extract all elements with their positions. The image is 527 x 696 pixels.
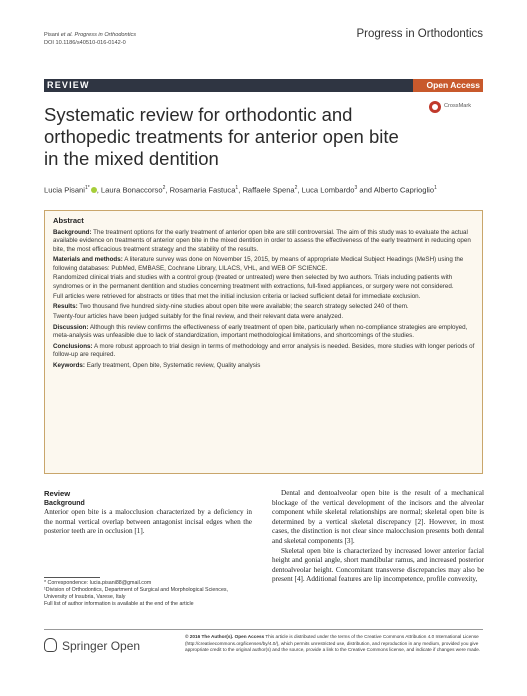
orcid-icon[interactable] [91, 187, 97, 193]
publisher-name: Springer Open [62, 639, 141, 653]
crossmark-label: CrossMark [444, 103, 472, 109]
author-name[interactable]: Lucia Pisani [44, 185, 85, 195]
section-text: The treatment options for the early treatment of anterior open bite are still controversial. The aim of this study was to evaluate the actual available evidence on treatments of anterior open bite in the mixed dentition in order to assess the effectiveness of the early treatment in reducing open bite, the most efficacious treatment strategy and the stability of the results. [53, 229, 471, 253]
license-heading: © 2016 The Author(s). Open Access [185, 634, 265, 639]
abstract-background [53, 229, 476, 254]
section-text: Early treatment, Open bite, Systematic review, Quality analysis [84, 362, 261, 370]
section-text: Although this review confirms the effectiveness of early treatment of open bite, particularly when no-compliance strategies are employed, meta-analysis was unfeasible due to lack of standardization, important methodological limitations, and shortcomings of the studies. [53, 323, 468, 340]
footnote [44, 580, 249, 608]
article-title: Systematic review for orthodontic and orthopedic treatments for anterior open bite in the mixed dentition [44, 104, 399, 169]
doi[interactable]: DOI 10.1186/s40510-016-0142-0 [44, 40, 126, 46]
crossmark-button[interactable] [429, 101, 485, 115]
author-affiliation-marker: 1* [84, 185, 90, 191]
body-paragraph: Dental and dentoalveolar open bite is the result of a mechanical blockage of the vertical development of the incisors and the alveolar component while skeletal relationships are normal; skeletal open bite is determined by a vertical skeletal discrepancy [2]. However, in most cases, the distinction is not clear since malocclusion presents both dental and skeletal components [3]. [272, 489, 484, 545]
abstract-methods [53, 256, 476, 273]
footer-divider [44, 629, 483, 630]
license-body: This article is distributed under the terms of the Creative Commons Attribution 4.0 International License (http://creativecommons.org/licenses/by/4.0/), which permits unrestricted use, distribution, and reproduction in any medium, provided you give appropriate credit to the original author(s) and the source, provide a link to the Creative Commons license, and indicate if changes were made. [185, 634, 481, 652]
author-affiliation-marker: 2 [294, 185, 298, 191]
crossmark-icon [429, 101, 441, 113]
authors-conjunction: and [359, 185, 373, 195]
section-label: Results: [53, 303, 78, 311]
author-affiliation-marker: 3 [354, 185, 358, 191]
author-affiliation-marker: 1 [434, 185, 437, 191]
section-label: Conclusions: [53, 343, 93, 351]
author-name[interactable]: Laura Bonaccorso [100, 185, 163, 195]
open-access-label: Open Access [426, 80, 480, 90]
body-column-left [44, 489, 252, 537]
body-column-right [272, 489, 484, 585]
citation-journal: et al. Progress in Orthodontics [60, 32, 137, 38]
springer-horse-icon [44, 638, 57, 652]
citation-header [44, 31, 136, 47]
body-paragraph: Skeletal open bite is characterized by increased lower anterior facial height and gonial angle, short mandibular ramus, and increased posterior dentoalveolar height. Concomitant transverse discrepancies may also be present [4]. Additional features are lip incompetence, profile convexity, [272, 546, 484, 584]
license-text [185, 634, 483, 654]
abstract-results [53, 303, 476, 311]
section-label: Background: [53, 229, 92, 236]
article-type-banner [44, 79, 483, 92]
correspondence[interactable]: * Correspondence: lucia.pisani88@gmail.com [44, 580, 152, 586]
section-label: Materials and methods: [53, 256, 123, 264]
abstract-conclusions [53, 343, 476, 360]
author-name[interactable]: Rosamaria Fastuca [169, 185, 236, 195]
abstract-methods-p2: Randomized clinical trials and studies with a control group (treated or untreated) were then selected by two authors. Trials including patients with syndromes or in the permanent dentition and studies concerning treatment with extractions, full-fixed appliances, or surgery were not considered. [53, 274, 454, 290]
footnote-divider [44, 577, 100, 578]
subsection-heading: Background [44, 499, 85, 507]
section-text: A literature survey was done on November 15, 2015, by means of appropriate Medical Subject Headings (MeSH) using the following databases: PubMed, EMBASE, Cochrane Library, LILACS, VHL, and WEB OF SCIENCE. [53, 256, 464, 272]
abstract-discussion [53, 324, 476, 341]
abstract-box [44, 210, 483, 474]
journal-name: Progress in Orthodontics [356, 28, 483, 40]
section-heading: Review [44, 489, 71, 498]
abstract-results-p2: Twenty-four articles have been judged suitably for the final review, and their relevant data were analyzed. [53, 313, 344, 321]
author-name[interactable]: Alberto Caprioglio [373, 185, 435, 195]
section-text: A more robust approach to trial design in terms of methodology and error analysis is needed. Besides, more studies with longer periods of follow-up are required. [53, 343, 475, 359]
author-affiliation-marker: 2 [162, 185, 166, 191]
author-affiliation-marker: 1 [235, 185, 239, 191]
abstract-keywords [53, 362, 476, 370]
author-list: Lucia Pisani$^{1*}$ , Laura Bonaccorso$^2$, Rosamaria Fastuca$^1$, Raffaele Spena$^2$, Luca Lombardo$^3$ and Alberto Caprioglio$^1$ [44, 185, 437, 195]
publisher-logo [44, 637, 169, 655]
abstract-heading: Abstract [53, 216, 84, 225]
article-type-label: REVIEW [47, 80, 90, 90]
author-name[interactable]: Luca Lombardo [301, 185, 355, 195]
author-name[interactable]: Raffaele Spena [242, 185, 295, 195]
section-text: Two thousand five hundred sixty-nine studies about open bite were available; the search strategy selected 240 of them. [77, 303, 409, 311]
section-label: Discussion: [53, 323, 89, 331]
citation-author: Pisani [44, 32, 61, 38]
affiliation: ¹Division of Orthodontics, Department of Surgical and Morphological Sciences, University of Insubria, Varese, Italy [44, 587, 229, 600]
body-paragraph: Anterior open bite is a malocclusion characterized by a deficiency in the normal vertical overlap between antagonist incisal edges when the posterior teeth are in occlusion [1]. [44, 508, 252, 536]
section-label: Keywords: [53, 362, 85, 370]
author-info-note: Full list of author information is available at the end of the article [44, 601, 194, 607]
abstract-methods-p3: Full articles were retrieved for abstracts or titles that met the initial inclusion criteria or lacked sufficient detail for immediate exclusion. [53, 292, 421, 300]
